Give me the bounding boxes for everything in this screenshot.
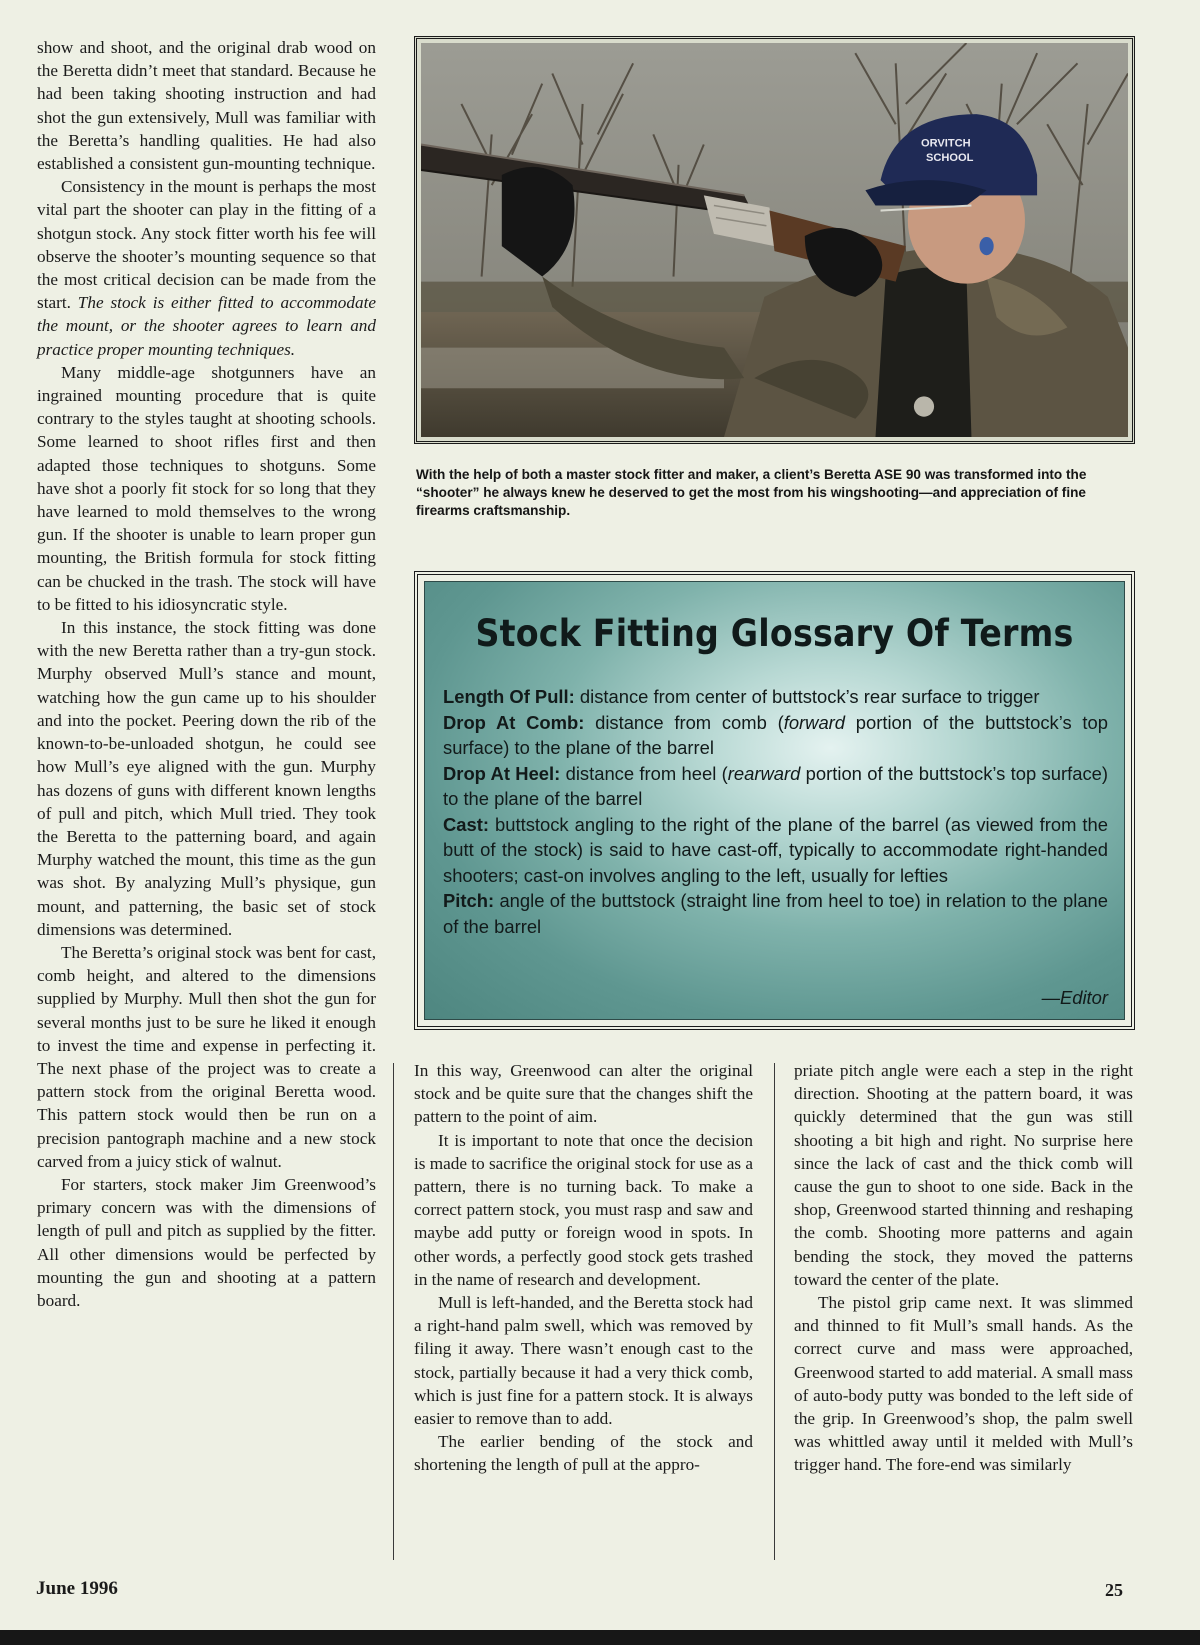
paragraph: priate pitch angle were each a step in the right direction. Shooting at the pattern board, it was quickly determined that the gun was still shooting a bit high and right. No surprise here since the lack of cast and the thick comb will cause the gun to shoot to one side. Back in the shop, Greenwood started thinning and reshaping the comb. Shooting more patterns and again bending the stock, they moved the patterns toward the center of the plate. (794, 1061, 1133, 1289)
paragraph: The Beretta’s original stock was bent for cast, comb height, and altered to the dimensions supplied by Murphy. Mull then shot the gun for several months just to be sure he liked it enough to invest the time and expense in perfecting it. The next phase of the project was to create a pattern stock from the original Beretta wood. This pattern stock would then be run on a precision pantograph machine and a new stock carved from a juicy stick of walnut. (37, 942, 377, 1171)
shooter-photo (421, 43, 1128, 437)
middle-text-column (414, 1059, 753, 1477)
column-divider (393, 1063, 394, 1560)
glossary-definition: angle of the buttstock (straight line from heel to toe) in relation to the plane of the barrel (443, 890, 1108, 937)
paragraph: For starters, stock maker Jim Greenwood’s primary concern was with the dimensions of length of pull and pitch as supplied by the fitter. All other dimensions would be perfected by mounting the gun and shooting at a pattern board. (37, 1174, 376, 1310)
glossary-definition: portion of the buttstock’s top surface) to the plane of the barrel (443, 711, 1109, 758)
cap-text: SCHOOL (926, 151, 974, 164)
column-divider (774, 1063, 775, 1560)
paragraph: Mull is left-handed, and the Beretta stock had a right-hand palm swell, which was removed by filing it away. There wasn’t enough cast to the stock, partially because it had a very thick comb, which is just fine for a pattern stock. It is always easier to remove than to add. (414, 1293, 753, 1429)
emphasis-text: The stock is either fitted to accommodate the mount, or the shooter agrees to learn and practice proper mounting techniques. (37, 293, 376, 359)
glossary-entry (443, 710, 1108, 761)
paragraph (37, 175, 376, 361)
glossary-definition: portion of the buttstock’s top surface) to the plane of the barrel (443, 762, 1108, 809)
glossary-entry (443, 812, 1108, 889)
photo-caption: With the help of both a master stock fitter and maker, a client’s Beretta ASE 90 was transformed into the “shooter” he always knew he deserved to get the most from his wingshooting—and appreciation of fine firearms craftsmanship. (416, 467, 1087, 518)
glossary-title: Stock Fitting Glossary Of Terms (475, 612, 1074, 655)
glossary-entry (443, 761, 1108, 812)
paragraph-text: Consistency in the mount is perhaps the most vital part the shooter can play in the fitting of a shotgun stock. Any stock fitter worth his fee will observe the shooter’s mounting sequence so that the most critical decision can be made from the start. (37, 177, 376, 313)
paragraph: In this way, Greenwood can alter the original stock and be quite sure that the changes shift the pattern to the point of aim. (414, 1061, 753, 1127)
page-number: 25 (1105, 1580, 1123, 1600)
glossary-term: Length Of Pull: (443, 686, 575, 707)
photo-frame (414, 36, 1135, 444)
glossary-term: Drop At Heel: (443, 762, 561, 784)
cap-text: ORVITCH (920, 137, 971, 150)
glossary-list (443, 684, 1108, 939)
scan-edge (0, 1630, 1200, 1645)
glossary-term: Cast: (443, 813, 489, 835)
glossary-definition: buttstock angling to the right of the plane of the barrel (as viewed from the butt of the stock) is said to have cast-off, typically to accommodate right-handed shooters; cast-on involves angling to the left, usually for lefties (443, 813, 1108, 886)
issue-date: June 1996 (36, 1578, 118, 1599)
glossary-term: Drop At Comb: (443, 711, 585, 733)
glossary-entry (443, 684, 1108, 710)
paragraph: It is important to note that once the decision is made to sacrifice the original stock for use as a pattern, there is no turning back. To make a correct pattern stock, you must rasp and saw and maybe add putty or foreign wood in spots. In other words, a perfectly good stock gets trashed in the name of research and development. (414, 1130, 753, 1289)
paragraph: The pistol grip came next. It was slimmed and thinned to fit Mull’s small hands. As the correct curve and mass were approached, Greenwood started to add material. A small mass of auto-body putty was bonded to the left side of the grip. In Greenwood’s shop, the palm swell was whittled away until it melded with Mull’s trigger hand. The fore-end was similarly (794, 1293, 1133, 1475)
glossary-entry (443, 888, 1108, 939)
paragraph: Many middle-age shotgunners have an ingrained mounting procedure that is quite contrary to the styles taught at shooting schools. Some learned to shoot rifles first and then adapted those techniques to shotguns. Some have shot a poorly fit stock for so long that they have learned to mold themselves to the wrong gun. If the shooter is unable to learn proper gun mounting, the British formula for stock fitting can be chucked in the trash. The stock will have to be fitted to his idiosyncratic style. (37, 362, 376, 614)
glossary-emphasis: forward (783, 711, 846, 733)
glossary-signature: —Editor (1041, 987, 1108, 1008)
right-text-column (794, 1059, 1133, 1477)
paragraph: In this instance, the stock fitting was done with the new Beretta rather than a try-gun stock. Murphy observed Mull’s stance and mount, watching how the gun came up to his shoulder and into the pocket. Peering down the rib of the known-to-be-unloaded shotgun, he could see how Mull’s eye aligned with the gun. Murphy has dozens of guns with different known lengths of pull and pitch, which Mull tried. They took the Beretta to the patterning board, and again Murphy watched the mount, this time as the gun was shot. By analyzing Mull’s physique, gun mount, and patterning, the basic set of stock dimensions was determined. (37, 618, 376, 939)
glossary-box (414, 571, 1135, 1030)
glossary-panel (424, 581, 1125, 1020)
glossary-term: Pitch: (443, 890, 495, 911)
left-text-column (37, 36, 376, 1312)
glossary-definition: distance from heel ( (560, 762, 728, 784)
paragraph: The earlier bending of the stock and shortening the length of pull at the appro- (414, 1432, 753, 1475)
glossary-definition: distance from comb ( (584, 711, 784, 733)
glossary-definition: distance from center of buttstock’s rear surface to trigger (574, 686, 1040, 707)
glossary-emphasis: rearward (727, 762, 801, 784)
paragraph: show and shoot, and the original drab wood on the Beretta didn’t meet that standard. Because he had been taking shooting instruction and had shot the gun extensively, Mull was familiar with the Beretta’s handling qualities. He had also established a consistent gun-mounting technique. (37, 38, 376, 174)
